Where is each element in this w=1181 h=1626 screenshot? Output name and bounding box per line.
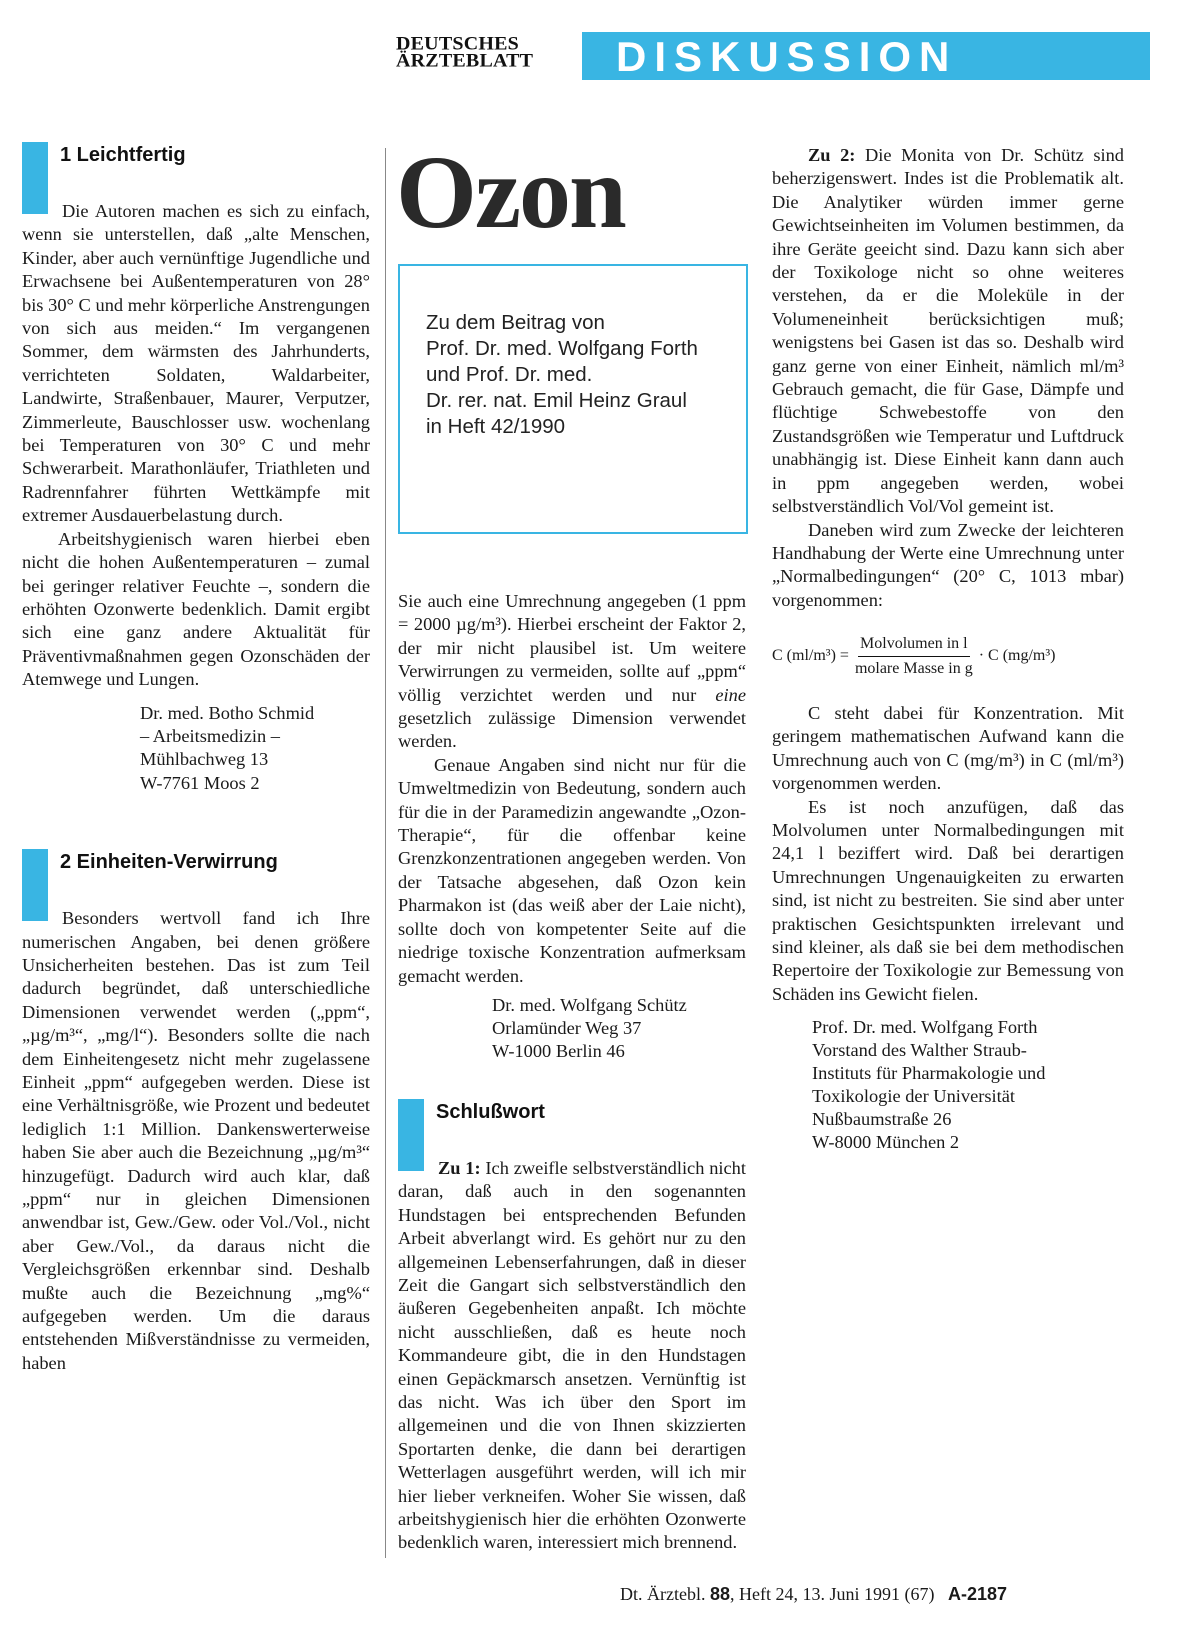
text-run: Die Monita von Dr. Schütz sind beherzigenswert. Indes ist die Problematik alt. Die Analytiker würden immer gerne Gewichtseinheiten im Volumen bestimmen, da ihre Geräte geeicht sind. Dazu kann sich aber der Toxikologe nicht so ohne weiteres verstehen, da er die Moleküle in der Volumeneinheit berücksichtigen muß; wenigstens bei Gasen ist das so. Deshalb wird ganz gerne von einer Einheit, nämlich ml/m³ Gebrauch gemacht, die für Gase, Dämpfe und flüchtige Schwebestoffe von den Zustandsgrößen wie Temperatur und Luftdruck unabhängig ist. Diese Einheit kann dann auch in ppm angegeben werden, wobei selbstverständlich Vol/Vol gemeint ist. xyxy=(772,145,1124,517)
formula-fraction xyxy=(853,632,975,680)
section-marker xyxy=(22,142,48,214)
article-title: Ozon xyxy=(396,135,625,250)
reference-line: Dr. rer. nat. Emil Heinz Graul xyxy=(426,389,687,412)
letter1-heading: 1 Leichtfertig xyxy=(60,144,186,166)
column-2 xyxy=(398,590,746,1555)
column-divider xyxy=(385,148,386,1558)
reply-paragraph-5: Es ist noch anzufügen, daß das Molvolumen unter Normalbedingungen mit 24,1 l beziffert wird. Daß bei derartigen Umrechnungen Ungenauigkeiten zu erwarten sind, ist nicht zu bestreiten. Sie sind aber unter praktischen Gesichtspunkten irrelevant und sind kleiner, als daß sie bei dem methodischen Repertoire der Toxikologie zur Bemessung von Schäden ins Gewicht fielen. xyxy=(772,796,1124,1004)
section-marker xyxy=(398,1099,424,1171)
letter1-signature-block xyxy=(140,702,370,796)
reference-text xyxy=(426,310,698,440)
signature-line: W-1000 Berlin 46 xyxy=(492,1040,625,1061)
masthead-line1: DEUTSCHES xyxy=(396,33,519,55)
letter2-paragraph-1-continued xyxy=(398,590,746,754)
reply-paragraph-3: Daneben wird zum Zwecke der leichteren Handhabung der Werte eine Umrechnung unter „Normalbedingungen“ (20° C, 1013 mbar) vorgenommen: xyxy=(772,519,1124,610)
text-run: gesetzlich zulässige Dimension verwendet werden. xyxy=(398,708,746,752)
letter2-header xyxy=(22,849,370,907)
signature-line: Instituts für Pharmakologie und xyxy=(812,1063,1046,1084)
footer-journal: Dt. Ärztebl. xyxy=(620,1584,706,1604)
text-run: Sie auch eine Umrechnung angegeben (1 ppm = 2000 µg/m³). Hierbei erscheint der Faktor 2, der mir nicht plausibel ist. Um weitere Verwirrungen zu vermeiden, sollte auf „ppm“ völlig verzichtet werden und nur xyxy=(398,591,746,705)
reply-label: Zu 2: xyxy=(808,145,856,165)
conversion-formula xyxy=(772,632,1124,680)
text-run: Ich zweifle selbstverständlich nicht daran, daß auch in den sogenannten Hundstagen bei entsprechenden Befunden Arbeit abverlangt wird. Es gehört nur zu den allgemeinen Lebenserfahrungen, daß in dieser Zeit die Gangart sich selbstverständlich den äußeren Gegebenheiten anpaßt. Ich möchte nicht ausschließen, daß es heute noch Kommandeure gibt, die in den Hundstagen einen Gepäckmarsch ansetzen. Vernünftig ist das nicht. Was ich über den Sport im allgemeinen und die von Ihnen skizzierten Sportarten denke, die dann bei derartigen Wetterlagen ausgeführt werden, will ich mir hier lieber verkneifen. Woher Sie wissen, daß arbeitshygienisch hier die erhöhten Ozonwerte bedenklich waren, interessiert mich brennend. xyxy=(398,1157,746,1553)
section-marker xyxy=(22,849,48,921)
reply-paragraph-1 xyxy=(398,1157,746,1555)
masthead-line2: ÄRZTEBLATT xyxy=(396,50,534,72)
emphasis: eine xyxy=(715,684,746,705)
formula-lhs: C (ml/m³) = xyxy=(772,647,849,665)
footer-volume: 88 xyxy=(709,1584,731,1604)
letter2-paragraph-1: Besonders wertvoll fand ich Ihre numerischen Angaben, bei denen größere Unsicherheiten bestehen. Das ist zum Teil dadurch begründet, daß unterschiedliche Dimensionen verwendet werden („ppm“, „µg/m³“, „mg/l“). Besonders sollte die nach dem Einheitengesetz nicht mehr zugelassene Einheit „ppm“ aufgegeben werden. Diese ist eine Verhältnisgröße, wie Prozent und bedeutet lediglich 1:1 Million. Dankenswerterweise haben Sie aber auch die Bezeichnung „µg/m³“ hinzugefügt. Dadurch wird auch klar, daß „ppm“ nur in gleichen Dimensionen anwendbar ist, Gew./Gew. oder Vol./Vol., nicht aber Gew./Vol., da daraus nicht die Vergleichsgrößen erkennbar sind. Deshalb mußte auch die Bezeichnung „mg%“ aufgegeben werden. Um die daraus entstehenden Mißverständnisse zu vermeiden, haben xyxy=(22,908,370,1373)
signature-line: Nußbaumstraße 26 xyxy=(812,1109,952,1130)
reference-box xyxy=(398,264,748,534)
reply-paragraph-2 xyxy=(772,144,1124,519)
signature-line: Orlamünder Weg 37 xyxy=(492,1017,642,1038)
letter1-header xyxy=(22,142,370,200)
letter1-paragraph-1: Die Autoren machen es sich zu einfach, wenn sie unterstellen, daß „alte Menschen, Kinder, aber auch vernünftige Jugendliche und Erwachsene bei Außentemperaturen von 28° bis 30° C und mehr körperliche Anstrengungen von sich aus meiden.“ Im vergangenen Sommer, dem wärmsten des Jahrhunderts, verrichteten Soldaten, Waldarbeiter, Landwirte, Straßenbauer, Maurer, Verputzer, Zimmerleute, Bauschlosser usw. wochenlang bei Temperaturen von 30° C und mehr Schwerarbeit. Marathonläufer, Triathleten und Radrennfahrer führten Wettkämpfe mit extremer Ausdauerbelastung durch. xyxy=(22,201,370,526)
signature-line: Toxikologie der Universität xyxy=(812,1086,1016,1107)
signature-line: Dr. med. Wolfgang Schütz xyxy=(492,994,687,1015)
signature-line: Dr. med. Botho Schmid xyxy=(140,702,315,723)
signature-line: Mühlbachweg 13 xyxy=(140,749,269,770)
formula-denominator: molare Masse in g xyxy=(854,659,973,677)
reference-line: und Prof. Dr. med. xyxy=(426,363,593,386)
footer-page: A-2187 xyxy=(948,1584,1008,1604)
signature-line: – Arbeitsmedizin – xyxy=(140,725,280,746)
column-1 xyxy=(22,142,370,1375)
footer-issue: , Heft 24, 13. Juni 1991 (67) xyxy=(730,1584,935,1604)
section-banner xyxy=(582,32,1150,80)
reference-line: Prof. Dr. med. Wolfgang Forth xyxy=(426,337,698,360)
reference-line: in Heft 42/1990 xyxy=(426,415,566,438)
letter2-heading: 2 Einheiten-Verwirrung xyxy=(60,851,278,874)
letter2-signature xyxy=(492,994,746,1063)
page-footer xyxy=(620,1584,1007,1605)
signature-line: W-8000 München 2 xyxy=(812,1132,960,1153)
column-3 xyxy=(772,144,1124,1154)
reply-signature xyxy=(812,1016,1124,1154)
reply-header xyxy=(398,1099,746,1157)
signature-line: Prof. Dr. med. Wolfgang Forth xyxy=(812,1017,1038,1038)
formula-numerator: Molvolumen in l xyxy=(858,632,970,656)
reference-line: Zu dem Beitrag von xyxy=(426,311,605,334)
reply-paragraph-4: C steht dabei für Konzentration. Mit geringem mathematischen Aufwand kann die Umrechnung auch von C (mg/m³) in C (ml/m³) vorgenommen werden. xyxy=(772,702,1124,794)
reply-label: Zu 1: xyxy=(438,1157,481,1178)
signature-line: W-7761 Moos 2 xyxy=(140,772,260,793)
formula-rhs: · C (mg/m³) xyxy=(978,647,1056,665)
masthead-logo xyxy=(396,33,564,72)
section-label: DISKUSSION xyxy=(616,33,958,80)
letter2-paragraph-2: Genaue Angaben sind nicht nur für die Umweltmedizin von Bedeutung, sondern auch für die in der Paramedizin angewandte „Ozon-Therapie“, für die offenbar keine Grenzkonzentrationen angegeben werden. Von der Tatsache abgesehen, daß Ozon kein Pharmakon ist (das weiß aber der Laie nicht), sollte doch von kompetenter Seite auf die niedrige toxische Konzentration aufmerksam gemacht werden. xyxy=(398,754,746,986)
reply-heading: Schlußwort xyxy=(436,1100,545,1123)
letter1-paragraph-2: Arbeitshygienisch waren hierbei eben nicht die hohen Außentemperaturen – zumal bei geringer relativer Feuchte –, sondern die erhöhten Ozonwerte bedenklich. Damit ergibt sich eine ganz andere Aktualität für Präventivmaßnahmen gegen Ozonschäden der Atemwege und Lungen. xyxy=(22,528,370,690)
signature-line: Vorstand des Walther Straub- xyxy=(812,1040,1027,1061)
